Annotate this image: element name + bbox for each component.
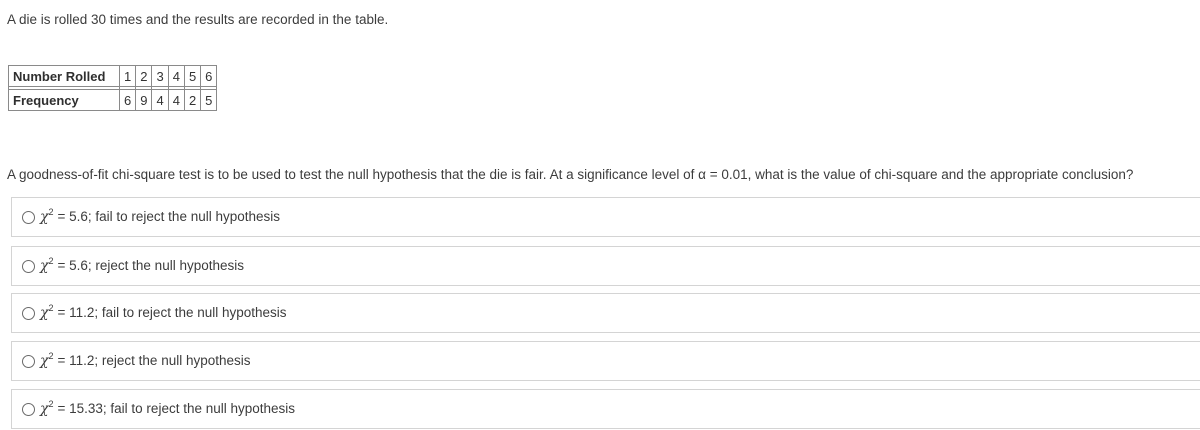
answer-option-1[interactable]: [11, 197, 1200, 237]
answer-option-label: [40, 209, 280, 225]
table-cell: 4: [168, 90, 184, 111]
table-cell: 2: [184, 90, 200, 111]
answer-text: = 11.2; reject the null hypothesis: [57, 353, 251, 368]
table-cell: 6: [120, 90, 136, 111]
table-cell: 6: [201, 66, 217, 87]
answer-text: = 15.33; fail to reject the null hypothesis: [57, 401, 296, 416]
row-label-number-rolled: Number Rolled: [9, 66, 120, 87]
answer-option-3[interactable]: [11, 293, 1200, 333]
table-cell: 4: [152, 90, 168, 111]
table-cell: 4: [168, 66, 184, 87]
table-cell: 1: [120, 66, 136, 87]
chi-symbol: χ: [40, 209, 49, 225]
table-row-frequency: [9, 90, 217, 111]
radio-button-icon[interactable]: [22, 307, 35, 320]
table-cell: 9: [136, 90, 152, 111]
answer-option-label: [40, 305, 287, 321]
row-label-frequency: Frequency: [9, 90, 120, 111]
exponent: 2: [48, 256, 54, 266]
radio-button-icon[interactable]: [22, 355, 35, 368]
answer-option-4[interactable]: [11, 341, 1200, 381]
table-cell: 3: [152, 66, 168, 87]
chi-symbol: χ: [40, 305, 49, 321]
exponent: 2: [48, 351, 54, 361]
exponent: 2: [48, 207, 54, 217]
radio-button-icon[interactable]: [22, 403, 35, 416]
radio-button-icon[interactable]: [22, 260, 35, 273]
exponent: 2: [48, 303, 54, 313]
answer-text: = 11.2; fail to reject the null hypothesis: [57, 305, 287, 320]
answer-option-label: [40, 258, 244, 274]
table-row-number-rolled: [9, 66, 217, 87]
exponent: 2: [48, 399, 54, 409]
table-cell: 5: [184, 66, 200, 87]
chi-symbol: χ: [40, 401, 49, 417]
answer-text: = 5.6; reject the null hypothesis: [57, 258, 244, 273]
answer-option-2[interactable]: [11, 246, 1200, 286]
answer-text: = 5.6; fail to reject the null hypothesis: [57, 209, 281, 224]
intro-text: A die is rolled 30 times and the results are recorded in the table.: [7, 12, 389, 27]
table-cell: 2: [136, 66, 152, 87]
frequency-table: [8, 65, 217, 111]
answer-option-label: [40, 353, 251, 369]
question-text: A goodness-of-fit chi-square test is to be used to test the null hypothesis that the die is fair. At a significance level of α = 0.01, what is the value of chi-square and the appropriate conclusion?: [7, 167, 1134, 182]
chi-symbol: χ: [40, 353, 49, 369]
answer-option-5[interactable]: [11, 389, 1200, 429]
chi-symbol: χ: [40, 258, 49, 274]
answer-option-label: [40, 401, 295, 417]
table-cell: 5: [201, 90, 217, 111]
radio-button-icon[interactable]: [22, 211, 35, 224]
